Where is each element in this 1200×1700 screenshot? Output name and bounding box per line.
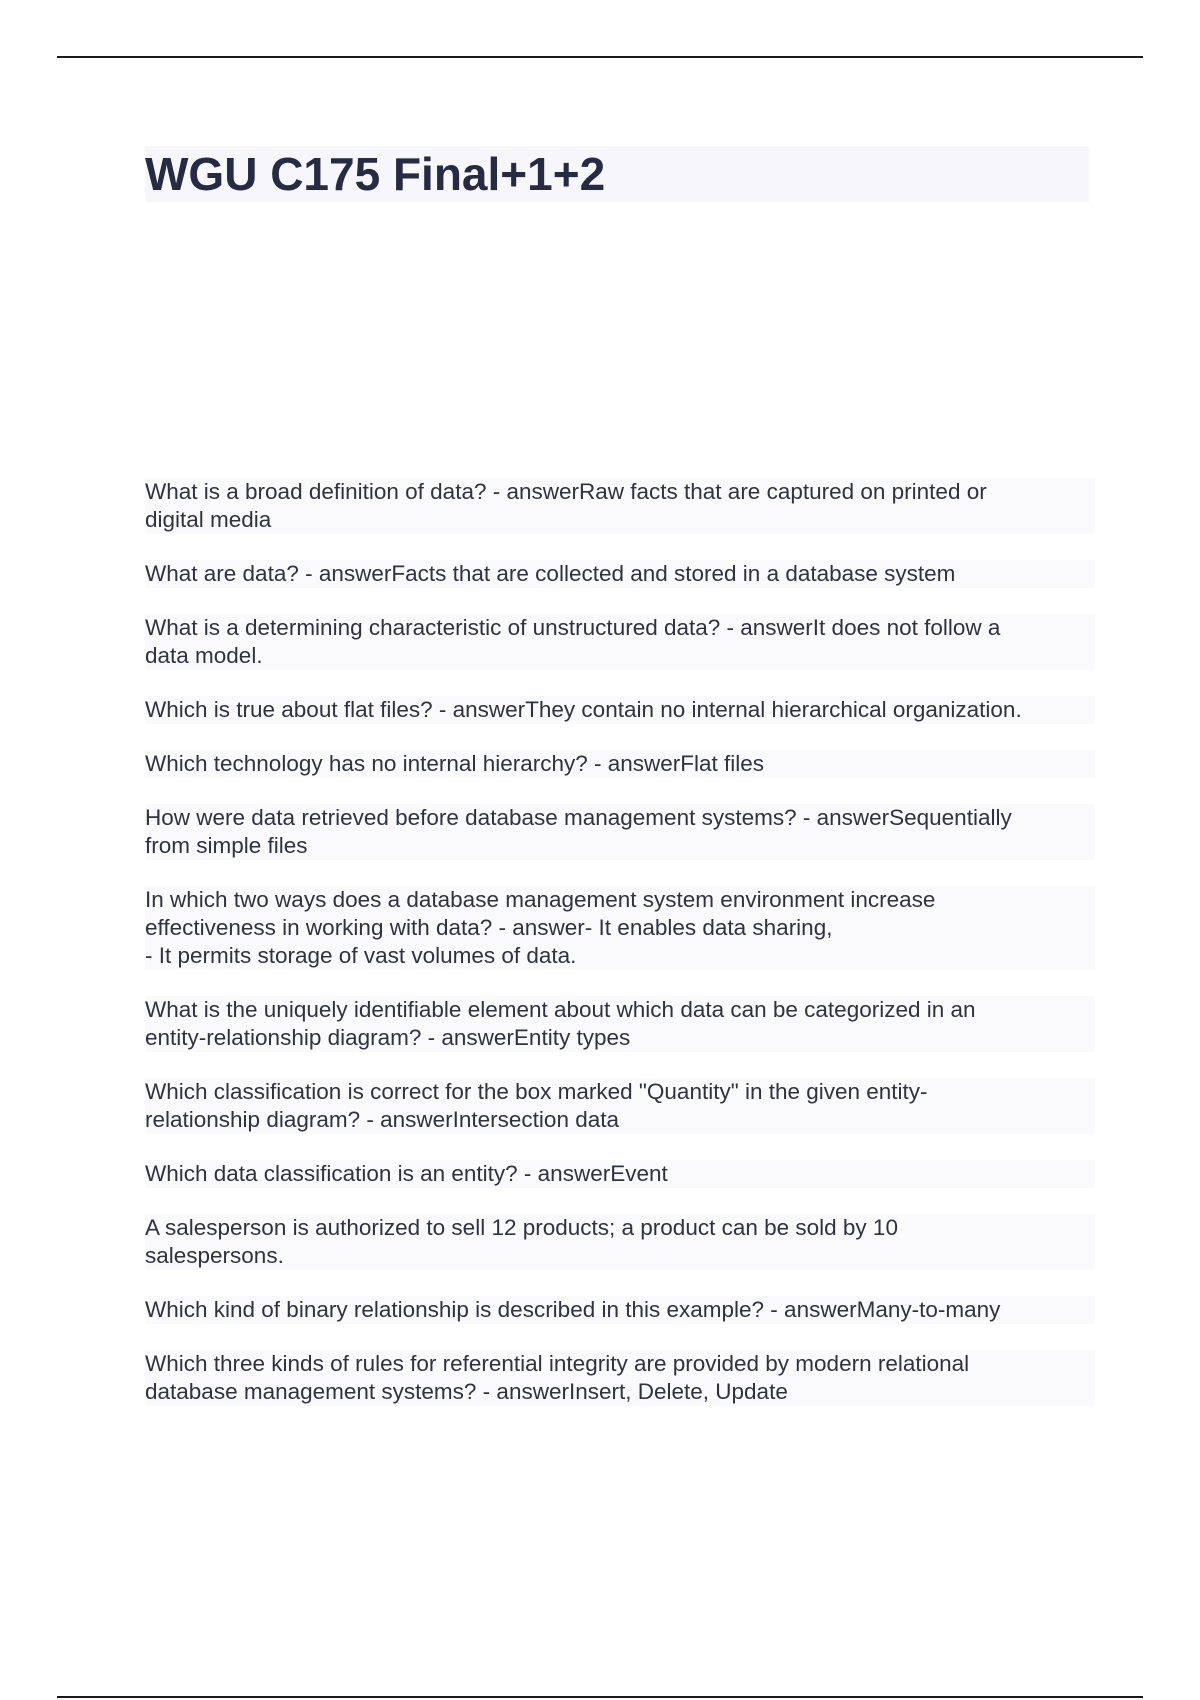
qa-item: Which kind of binary relationship is described in this example? - answerMany-to-many xyxy=(145,1296,1095,1324)
qa-item: Which technology has no internal hierarchy? - answerFlat files xyxy=(145,750,1095,778)
qa-item: What is a broad definition of data? - answerRaw facts that are captured on printed or digital media xyxy=(145,478,1095,534)
qa-item: Which classification is correct for the box marked "Quantity" in the given entity- relationship diagram? - answerIntersection data xyxy=(145,1078,1095,1134)
top-divider xyxy=(57,56,1143,58)
qa-item: Which data classification is an entity? - answerEvent xyxy=(145,1160,1095,1188)
qa-item: How were data retrieved before database management systems? - answerSequentially from simple files xyxy=(145,804,1095,860)
qa-item: What is the uniquely identifiable element about which data can be categorized in an entity-relationship diagram? - answerEntity types xyxy=(145,996,1095,1052)
qa-item: Which three kinds of rules for referential integrity are provided by modern relational database management systems? - answerInsert, Delete, Update xyxy=(145,1350,1095,1406)
qa-item: Which is true about flat files? - answerThey contain no internal hierarchical organization. xyxy=(145,696,1095,724)
qa-item: In which two ways does a database management system environment increase effectiveness in working with data? - answer- It enables data sharing, - It permits storage of vast volumes of data. xyxy=(145,886,1095,970)
bottom-divider xyxy=(57,1696,1143,1698)
page-title: WGU C175 Final+1+2 xyxy=(145,148,606,200)
qa-item: What is a determining characteristic of unstructured data? - answerIt does not follow a data model. xyxy=(145,614,1095,670)
qa-item: What are data? - answerFacts that are collected and stored in a database system xyxy=(145,560,1095,588)
qa-item: A salesperson is authorized to sell 12 products; a product can be sold by 10 salespersons. xyxy=(145,1214,1095,1270)
qa-list xyxy=(145,478,1095,1432)
